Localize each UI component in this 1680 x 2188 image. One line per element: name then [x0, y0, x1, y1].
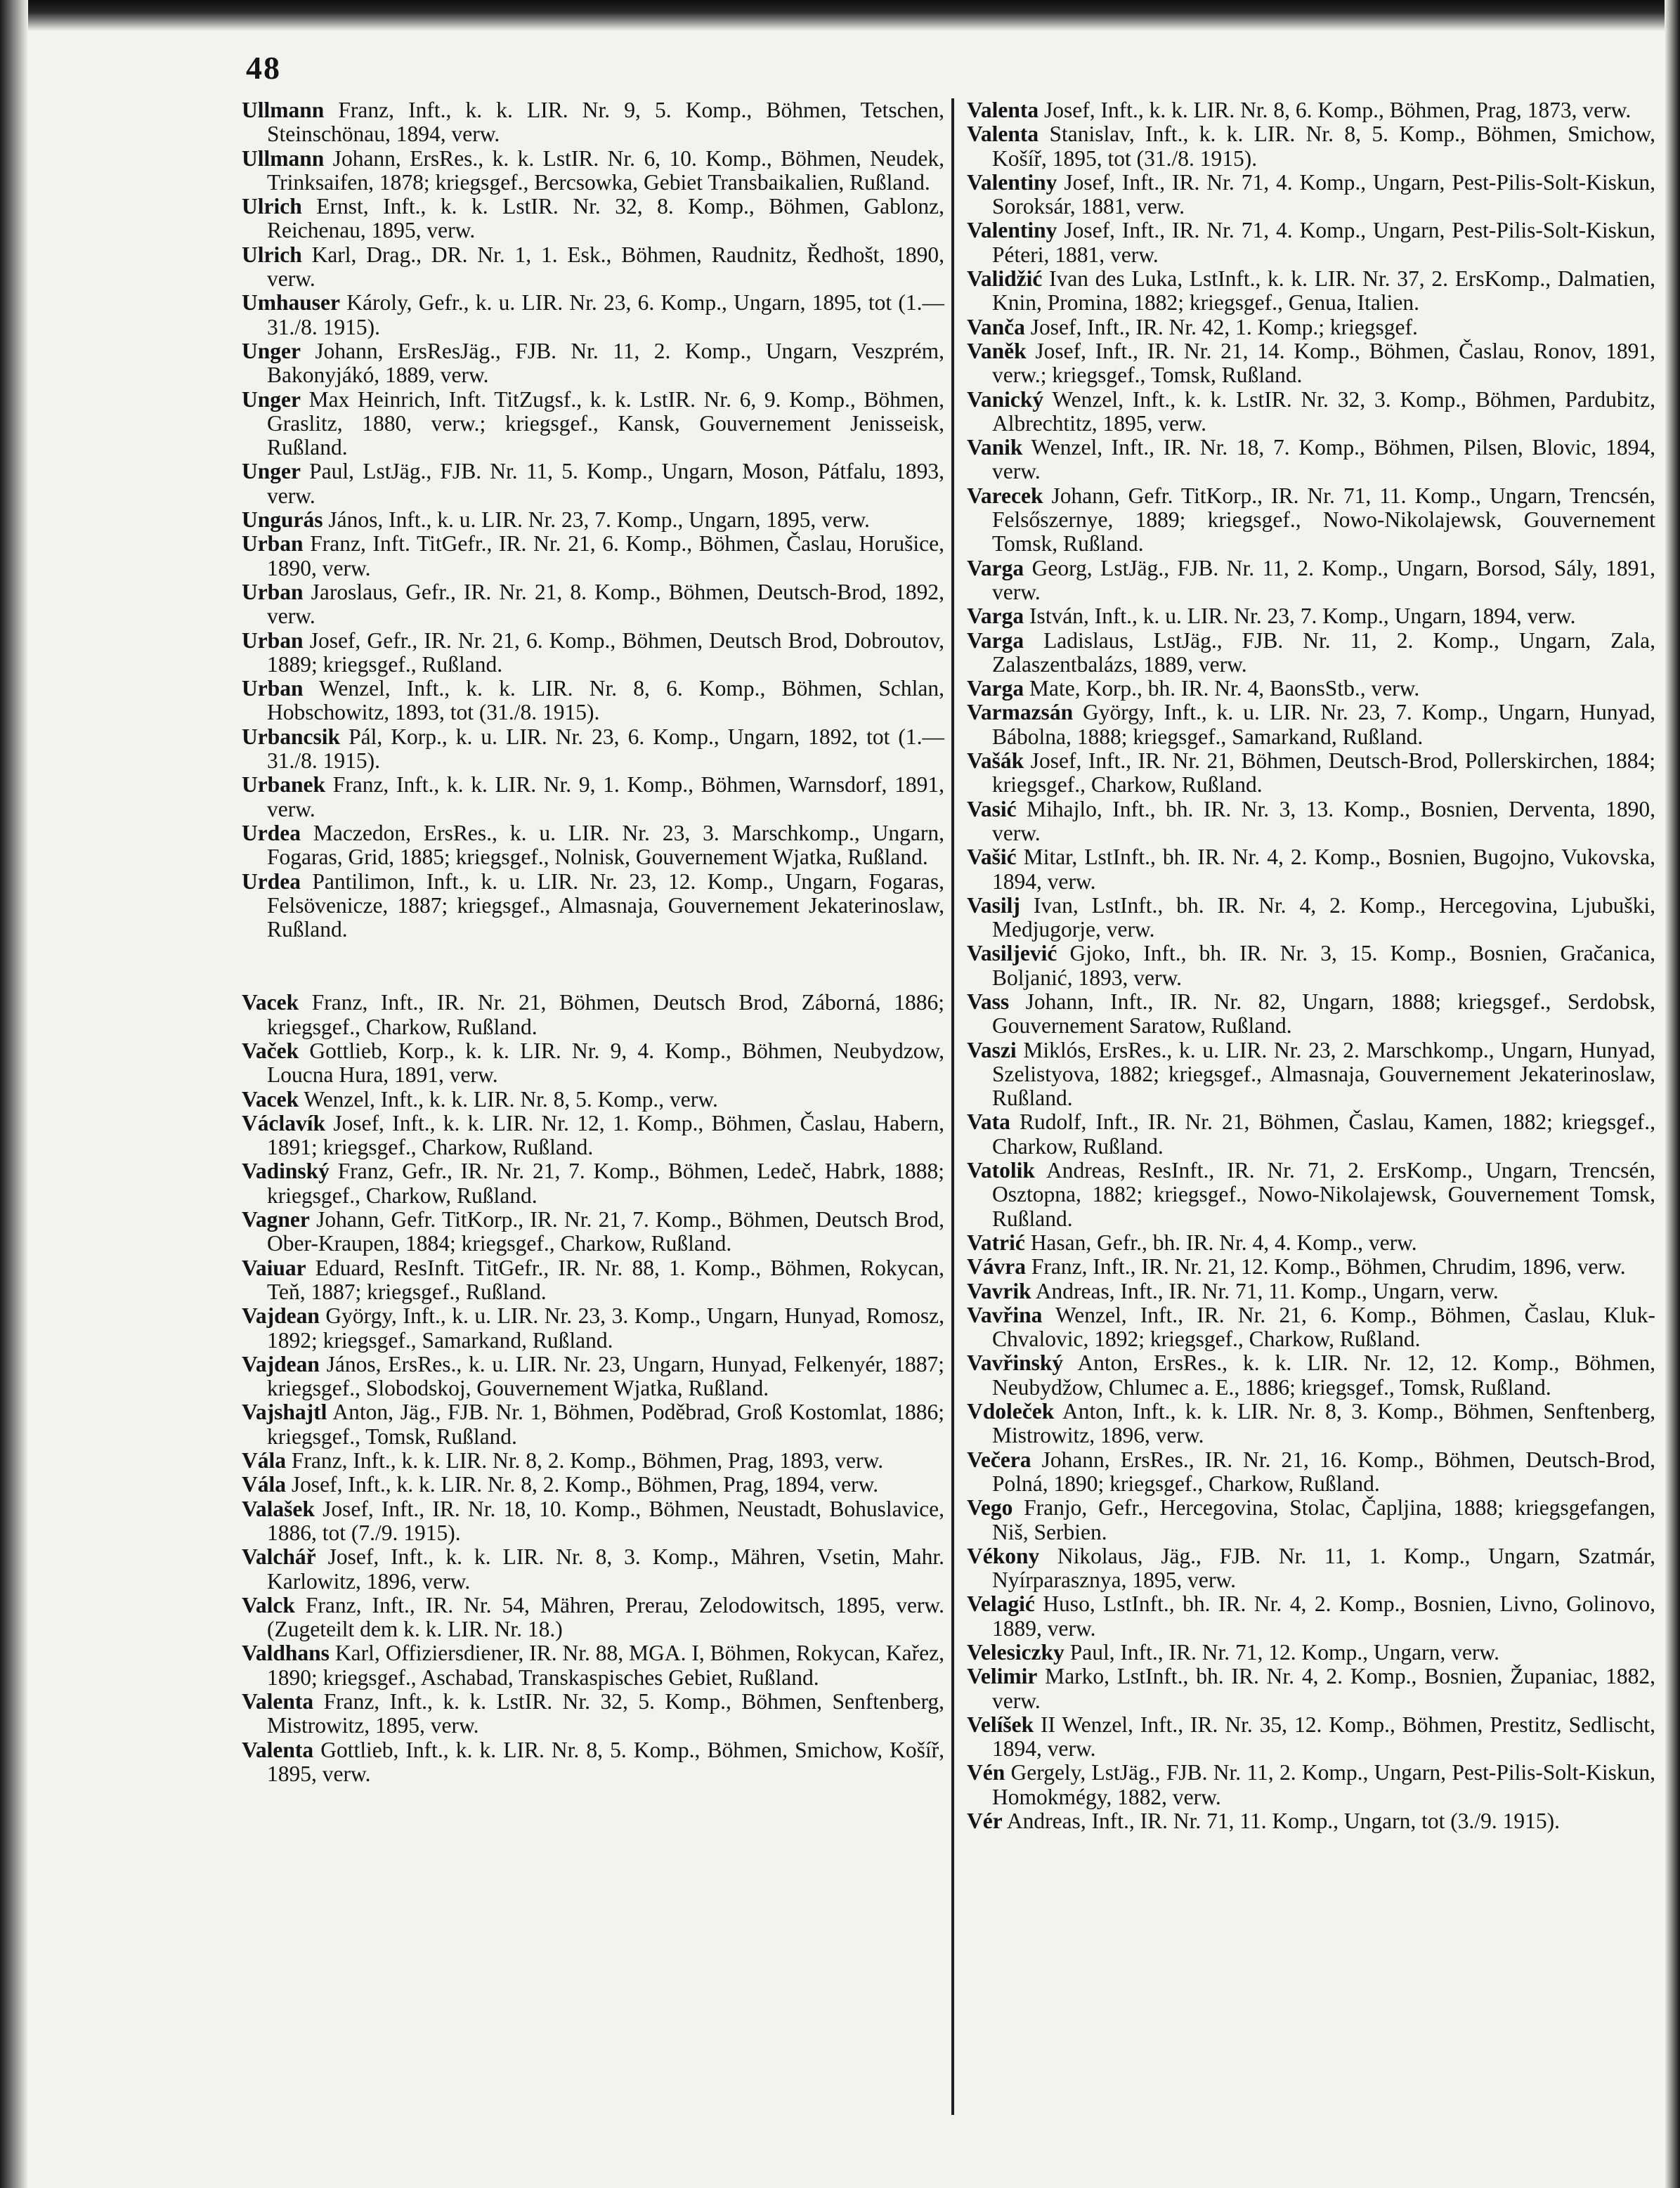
entry-details: Ernst, Inft., k. k. LstIR. Nr. 32, 8. Komp., Böhmen, Gablonz, Reichenau, 1895, verw. — [267, 194, 944, 243]
register-entry — [242, 195, 944, 243]
register-entry — [967, 845, 1655, 894]
right-column — [967, 98, 1655, 1833]
entry-details: Josef, Inft., k. k. LIR. Nr. 8, 3. Komp., Mähren, Vsetin, Mahr. Karlowitz, 1896, verw. — [267, 1544, 944, 1594]
entry-surname: Valenta — [242, 1689, 314, 1714]
entry-details: Franz, Inft., k. k. LstIR. Nr. 32, 5. Komp., Böhmen, Senftenberg, Mistrowitz, 1895, verw. — [267, 1689, 944, 1738]
entry-details: Mate, Korp., bh. IR. Nr. 4, BaonsStb., verw. — [1024, 676, 1420, 701]
entry-details: Josef, Inft., IR. Nr. 21, Böhmen, Deutsch-Brod, Pollerskirchen, 1884; kriegsgef., Charkow, Rußland. — [992, 748, 1655, 797]
register-entry — [967, 604, 1655, 628]
register-entry — [967, 1448, 1655, 1497]
entry-details: Franz, Inft., k. k. LIR. Nr. 8, 2. Komp., Böhmen, Prag, 1893, verw. — [286, 1448, 884, 1473]
entry-surname: Unger — [242, 459, 301, 484]
entry-details: Franz, Inft., IR. Nr. 21, Böhmen, Deutsch Brod, Záborná, 1886; kriegsgef., Charkow, Rußland. — [267, 990, 944, 1039]
entry-details: Marko, LstInft., bh. IR. Nr. 4, 2. Komp., Bosnien, Županiac, 1882, verw. — [992, 1664, 1655, 1713]
entry-details: Wenzel, Inft., IR. Nr. 18, 7. Komp., Böhmen, Pilsen, Blovic, 1894, verw. — [992, 435, 1655, 484]
register-entry — [242, 580, 944, 629]
entry-details: Huso, LstInft., bh. IR. Nr. 4, 2. Komp., Bosnien, Livno, Golinovo, 1889, verw. — [992, 1591, 1655, 1641]
entry-details: Károly, Gefr., k. u. LIR. Nr. 23, 6. Komp., Ungarn, 1895, tot (1.—31./8. 1915). — [267, 290, 944, 339]
entry-surname: Urdea — [242, 820, 301, 845]
entry-surname: Unger — [242, 386, 301, 412]
register-entry — [967, 990, 1655, 1038]
entry-details: János, Inft., k. u. LIR. Nr. 23, 7. Komp., Ungarn, 1895, verw. — [323, 507, 870, 533]
right-entries — [967, 98, 1655, 1833]
entry-surname: Vajshajtl — [242, 1400, 327, 1425]
entry-details: Mihajlo, Inft., bh. IR. Nr. 3, 13. Komp., Bosnien, Derventa, 1890, verw. — [992, 796, 1655, 845]
entry-surname: Valašek — [242, 1496, 315, 1521]
entry-surname: Ullmann — [242, 145, 325, 171]
register-entry — [967, 1255, 1655, 1279]
entry-surname: Valchář — [242, 1544, 316, 1570]
entry-details: Franz, Gefr., IR. Nr. 21, 7. Komp., Böhmen, Ledeč, Habrk, 1888; kriegsgef., Charkow, Rußland. — [267, 1159, 944, 1208]
register-entry — [967, 677, 1655, 701]
entry-surname: Vaiuar — [242, 1255, 306, 1280]
register-entry — [967, 1809, 1655, 1833]
entry-details: Franz, Inft., k. k. LIR. Nr. 9, 5. Komp., Böhmen, Tetschen, Steinschönau, 1894, verw. — [267, 98, 944, 147]
register-entry — [967, 1231, 1655, 1255]
register-entry — [967, 1496, 1655, 1544]
register-entry — [242, 1641, 944, 1690]
entry-surname: Vasiljević — [967, 941, 1057, 966]
entry-details: Gottlieb, Korp., k. k. LIR. Nr. 9, 4. Komp., Böhmen, Neubydzow, Loucna Hura, 1891, verw. — [267, 1038, 944, 1088]
entry-details: Wenzel, Inft., k. k. LIR. Nr. 8, 5. Komp., verw. — [299, 1086, 718, 1112]
entry-details: Johann, ErsRes., k. k. LstIR. Nr. 6, 10. Komp., Böhmen, Neudek, Trinksaifen, 1878; kriegsgef., Bercsowka, Gebiet Transbaikalien, Rußland. — [267, 145, 944, 195]
entry-details: Gottlieb, Inft., k. k. LIR. Nr. 8, 5. Komp., Böhmen, Smichow, Košíř, 1895, verw. — [267, 1737, 944, 1786]
entry-details: Ivan des Luka, LstInft., k. k. LIR. Nr. 37, 2. ErsKomp., Dalmatien, Knin, Promina, 1882; kriegsgef., Genua, Italien. — [992, 266, 1655, 315]
register-entry — [242, 1088, 944, 1112]
entry-details: Ivan, LstInft., bh. IR. Nr. 4, 2. Komp., Hercegovina, Ljubuški, Medjugorje, verw. — [992, 892, 1655, 942]
register-entry — [967, 797, 1655, 846]
entry-surname: Vála — [242, 1472, 286, 1497]
register-entry — [242, 1497, 944, 1546]
left-entries-v — [242, 991, 944, 1786]
register-entry — [967, 315, 1655, 339]
entry-surname: Vavřinský — [967, 1350, 1064, 1376]
entry-surname: Vaněk — [967, 338, 1027, 363]
entry-surname: Vaček — [242, 1038, 299, 1063]
entry-details: Anton, Inft., k. k. LIR. Nr. 8, 3. Komp., Böhmen, Senftenberg, Mistrowitz, 1896, verw. — [992, 1399, 1655, 1448]
entry-details: Franz, Inft. TitGefr., IR. Nr. 21, 6. Komp., Böhmen, Časlau, Horušice, 1890, verw. — [267, 531, 944, 580]
entry-details: Paul, LstJäg., FJB. Nr. 11, 5. Komp., Ungarn, Moson, Pátfalu, 1893, verw. — [267, 459, 944, 508]
entry-details: Franz, Inft., k. k. LIR. Nr. 9, 1. Komp., Böhmen, Warnsdorf, 1891, verw. — [267, 772, 944, 821]
entry-surname: Vacek — [242, 990, 299, 1015]
entry-surname: Valck — [242, 1592, 295, 1617]
register-entry — [242, 339, 944, 388]
register-entry — [967, 1761, 1655, 1809]
left-entries-u — [242, 98, 944, 942]
register-entry — [242, 1159, 944, 1208]
register-entry — [967, 942, 1655, 990]
register-entry — [242, 98, 944, 147]
entry-details: Andreas, Inft., IR. Nr. 71, 11. Komp., Ungarn, verw. — [1031, 1278, 1499, 1303]
entry-details: Josef, Gefr., IR. Nr. 21, 6. Komp., Böhmen, Deutsch Brod, Dobroutov, 1889; kriegsgef., Rußland. — [267, 627, 944, 677]
entry-surname: Urdea — [242, 868, 301, 894]
entry-surname: Varmazsán — [967, 700, 1074, 725]
register-entry — [967, 484, 1655, 556]
entry-surname: Ulrich — [242, 242, 302, 267]
entry-surname: Vanča — [967, 314, 1025, 339]
entry-surname: Urbancsik — [242, 724, 341, 749]
entry-details: Josef, Inft., k. k. LIR. Nr. 12, 1. Komp., Böhmen, Časlau, Habern, 1891; kriegsgef., Charkow, Rußland. — [267, 1110, 944, 1160]
entry-details: Gergely, LstJäg., FJB. Nr. 11, 2. Komp., Ungarn, Pest-Pilis-Solt-Kiskun, Homokmégy, 1882, verw. — [992, 1760, 1655, 1809]
register-entry — [967, 556, 1655, 605]
register-entry — [242, 991, 944, 1039]
entry-surname: Ungurás — [242, 507, 323, 533]
register-entry — [967, 98, 1655, 122]
entry-surname: Vašić — [967, 845, 1017, 870]
entry-surname: Varga — [967, 627, 1024, 653]
entry-surname: Valenta — [967, 122, 1039, 147]
entry-details: János, ErsRes., k. u. LIR. Nr. 23, Ungarn, Hunyad, Felkenyér, 1887; kriegsgef., Slobodskoj, Gouvernement Wjatka, Rußland. — [267, 1351, 944, 1401]
entry-surname: Vasilj — [967, 892, 1020, 918]
entry-surname: Vér — [967, 1809, 1003, 1834]
entry-details: Wenzel, Inft., IR. Nr. 21, 6. Komp., Böhmen, Časlau, Kluk-Chvalovic, 1892; kriegsgef., Charkow, Rußland. — [992, 1302, 1655, 1352]
entry-details: Anton, ErsRes., k. k. LIR. Nr. 12, 12. Komp., Böhmen, Neubydžow, Chlumec a. E., 1886; kriegsgef., Tomsk, Rußland. — [992, 1350, 1655, 1400]
entry-surname: Valenta — [242, 1737, 314, 1762]
entry-surname: Vékony — [967, 1543, 1040, 1568]
register-entry — [242, 1545, 944, 1594]
entry-details: Johann, Gefr. TitKorp., IR. Nr. 21, 7. Komp., Böhmen, Deutsch Brod, Ober-Kraupen, 1884; kriegsgef., Charkow, Rußland. — [267, 1207, 944, 1256]
entry-surname: Varecek — [967, 483, 1043, 508]
register-entry — [967, 1713, 1655, 1762]
register-entry — [967, 1665, 1655, 1713]
register-entry — [967, 388, 1655, 436]
column-divider — [951, 98, 954, 2115]
entry-details: Stanislav, Inft., k. k. LIR. Nr. 8, 5. Komp., Böhmen, Smichow, Košíř, 1895, tot (31./8. 1915). — [992, 122, 1655, 171]
scan-edge-right — [1665, 0, 1680, 2188]
register-entry — [967, 436, 1655, 484]
entry-details: Johann, ErsResJäg., FJB. Nr. 11, 2. Komp., Ungarn, Veszprém, Bakonyjákó, 1889, verw. — [267, 338, 944, 388]
entry-surname: Vála — [242, 1448, 286, 1473]
entry-details: Max Heinrich, Inft. TitZugsf., k. k. LstIR. Nr. 6, 9. Komp., Böhmen, Graslitz, 1880, verw.; kriegsgef., Kansk, Gouvernement Jenisseisk, Rußland. — [267, 386, 944, 460]
entry-surname: Vass — [967, 989, 1010, 1014]
entry-surname: Vavřina — [967, 1302, 1043, 1327]
entry-details: Josef, Inft., IR. Nr. 18, 10. Komp., Böhmen, Neustadt, Bohuslavice, 1886, tot (7./9. 1915). — [267, 1496, 944, 1545]
left-column — [242, 98, 944, 1786]
entry-surname: Vajdean — [242, 1303, 320, 1329]
register-entry — [242, 821, 944, 870]
entry-surname: Václavík — [242, 1110, 326, 1135]
entry-details: Mitar, LstInft., bh. IR. Nr. 4, 2. Komp., Bosnien, Bugojno, Vukovska, 1894, verw. — [992, 845, 1655, 894]
entry-surname: Valentiny — [967, 218, 1057, 243]
section-gap — [242, 942, 944, 991]
register-entry — [242, 870, 944, 942]
entry-surname: Velíšek — [967, 1712, 1034, 1737]
entry-surname: Urbanek — [242, 772, 326, 797]
entry-details: Wenzel, Inft., k. k. LIR. Nr. 8, 6. Komp., Böhmen, Schlan, Hobschowitz, 1893, tot (31./8. 1915). — [267, 676, 944, 725]
register-entry — [242, 1594, 944, 1642]
register-entry — [242, 532, 944, 580]
entry-surname: Vavrik — [967, 1278, 1031, 1303]
register-entry — [967, 894, 1655, 942]
entry-surname: Varga — [967, 676, 1024, 701]
register-entry — [967, 629, 1655, 677]
register-entry — [242, 1208, 944, 1256]
entry-details: Josef, Inft., k. k. LIR. Nr. 8, 6. Komp., Böhmen, Prag, 1873, verw. — [1038, 98, 1632, 122]
entry-details: Anton, Jäg., FJB. Nr. 1, Böhmen, Poděbrad, Groß Kostomlat, 1886; kriegsgef., Tomsk, Rußland. — [267, 1400, 944, 1449]
entry-details: Paul, Inft., IR. Nr. 71, 12. Komp., Ungarn, verw. — [1064, 1640, 1499, 1665]
entry-surname: Vego — [967, 1495, 1013, 1520]
entry-details: György, Inft., k. u. LIR. Nr. 23, 3. Komp., Ungarn, Hunyad, Romosz, 1892; kriegsgef., Samarkand, Rußland. — [267, 1303, 944, 1353]
entry-surname: Unger — [242, 338, 301, 363]
register-entry — [967, 1544, 1655, 1593]
entry-details: György, Inft., k. u. LIR. Nr. 23, 7. Komp., Ungarn, Hunyad, Bábolna, 1888; kriegsgef., Samarkand, Rußland. — [992, 700, 1655, 749]
register-entry — [967, 339, 1655, 388]
entry-surname: Validžić — [967, 266, 1043, 292]
register-entry — [242, 1690, 944, 1738]
entry-details: Pál, Korp., k. u. LIR. Nr. 23, 6. Komp., Ungarn, 1892, tot (1.—31./8. 1915). — [267, 724, 944, 774]
entry-surname: Urban — [242, 627, 304, 653]
register-entry — [967, 1303, 1655, 1352]
entry-details: Maczedon, ErsRes., k. u. LIR. Nr. 23, 3. Marschkomp., Ungarn, Fogaras, Grid, 1885; kriegsgef., Nolnisk, Gouvernement Wjatka, Rußland. — [267, 820, 944, 870]
entry-surname: Vaszi — [967, 1037, 1017, 1062]
register-entry — [967, 1400, 1655, 1448]
register-entry — [242, 388, 944, 460]
register-entry — [967, 171, 1655, 219]
register-entry — [242, 1353, 944, 1401]
register-entry — [242, 629, 944, 677]
register-entry — [967, 122, 1655, 171]
register-entry — [967, 701, 1655, 749]
entry-surname: Vasić — [967, 796, 1017, 821]
entry-details: Franjo, Gefr., Hercegovina, Stolac, Čapljina, 1888; kriegsgefangen, Niš, Serbien. — [992, 1495, 1655, 1544]
entry-details: Wenzel, Inft., k. k. LstIR. Nr. 32, 3. Komp., Böhmen, Pardubitz, Albrechtitz, 1895, verw. — [992, 386, 1655, 436]
entry-surname: Vanik — [967, 435, 1023, 460]
entry-surname: Večera — [967, 1447, 1031, 1472]
entry-details: Josef, Inft., IR. Nr. 71, 4. Komp., Ungarn, Pest-Pilis-Solt-Kiskun, Soroksár, 1881, verw. — [992, 169, 1655, 219]
entry-surname: Vacek — [242, 1086, 299, 1112]
register-entry — [967, 1159, 1655, 1231]
entry-details: Johann, Inft., IR. Nr. 82, Ungarn, 1888; kriegsgef., Serdobsk, Gouvernement Saratow, Rußland. — [992, 989, 1655, 1038]
entry-details: Miklós, ErsRes., k. u. LIR. Nr. 23, 2. Marschkomp., Ungarn, Hunyad, Szelistyova, 1882; kriegsgef., Almasnaja, Gouvernement Jekaterinoslaw, Rußland. — [992, 1037, 1655, 1111]
entry-details: Franz, Inft., IR. Nr. 21, 12. Komp., Böhmen, Chrudim, 1896, verw. — [1025, 1254, 1626, 1279]
entry-surname: Vanický — [967, 386, 1044, 412]
entry-details: Georg, LstJäg., FJB. Nr. 11, 2. Komp., Ungarn, Borsod, Sály, 1891, verw. — [992, 555, 1655, 604]
register-entry — [242, 1039, 944, 1088]
register-entry — [967, 267, 1655, 315]
register-entry — [242, 1473, 944, 1497]
entry-surname: Vašák — [967, 748, 1024, 774]
entry-details: Johann, ErsRes., IR. Nr. 21, 16. Komp., Böhmen, Deutsch-Brod, Polná, 1890; kriegsgef., Charkow, Rußland. — [992, 1447, 1655, 1496]
entry-surname: Vdoleček — [967, 1399, 1055, 1424]
entry-surname: Velagić — [967, 1591, 1035, 1617]
scan-edge-left — [0, 0, 28, 2188]
entry-details: Ladislaus, LstJäg., FJB. Nr. 11, 2. Komp., Ungarn, Zala, Zalaszentbalázs, 1889, verw. — [992, 627, 1655, 677]
entry-surname: Urban — [242, 676, 304, 701]
entry-surname: Valentiny — [967, 169, 1057, 195]
register-entry — [242, 677, 944, 725]
entry-surname: Vávra — [967, 1254, 1026, 1279]
entry-details: Franz, Inft., IR. Nr. 54, Mähren, Prerau, Zelodowitsch, 1895, verw. (Zugeteilt dem k. k. LIR. Nr. 18.) — [267, 1592, 944, 1642]
entry-details: Jaroslaus, Gefr., IR. Nr. 21, 8. Komp., Böhmen, Deutsch-Brod, 1892, verw. — [267, 579, 944, 629]
entry-surname: Velesiczky — [967, 1640, 1064, 1665]
register-entry — [242, 147, 944, 195]
register-entry — [967, 1279, 1655, 1303]
entry-details: Josef, Inft., IR. Nr. 71, 4. Komp., Ungarn, Pest-Pilis-Solt-Kiskun, Péteri, 1881, verw. — [992, 218, 1655, 267]
register-entry — [242, 725, 944, 774]
register-entry — [967, 749, 1655, 797]
entry-surname: Vadinský — [242, 1159, 330, 1184]
entry-details: Josef, Inft., IR. Nr. 21, 14. Komp., Böhmen, Časlau, Ronov, 1891, verw.; kriegsgef., Tomsk, Rußland. — [992, 338, 1655, 388]
register-entry — [242, 1304, 944, 1353]
entry-surname: Vagner — [242, 1207, 310, 1232]
entry-details: Nikolaus, Jäg., FJB. Nr. 11, 1. Komp., Ungarn, Szatmár, Nyírparasznya, 1895, verw. — [992, 1543, 1655, 1593]
entry-details: Gjoko, Inft., bh. IR. Nr. 3, 15. Komp., Bosnien, Gračanica, Boljanić, 1893, verw. — [992, 941, 1655, 990]
entry-details: Pantilimon, Inft., k. u. LIR. Nr. 23, 12. Komp., Ungarn, Fogaras, Felsövenicze, 1887; kriegsgef., Almasnaja, Gouvernement Jekaterinoslaw, Rußland. — [267, 868, 944, 942]
entry-details: Josef, Inft., IR. Nr. 42, 1. Komp.; kriegsgef. — [1024, 314, 1418, 339]
entry-surname: Varga — [967, 604, 1024, 629]
register-entry — [242, 1400, 944, 1449]
entry-surname: Vajdean — [242, 1351, 320, 1376]
register-entry — [967, 1038, 1655, 1111]
entry-details: Karl, Drag., DR. Nr. 1, 1. Esk., Böhmen, Raudnitz, Ředhošt, 1890, verw. — [267, 242, 944, 292]
register-entry — [967, 1592, 1655, 1641]
register-entry — [242, 243, 944, 292]
entry-details: Josef, Inft., k. k. LIR. Nr. 8, 2. Komp., Böhmen, Prag, 1894, verw. — [286, 1472, 879, 1497]
entry-surname: Valdhans — [242, 1641, 330, 1666]
register-entry — [967, 1641, 1655, 1665]
entry-surname: Urban — [242, 531, 304, 556]
entry-details: Karl, Offiziersdiener, IR. Nr. 88, MGA. I, Böhmen, Rokycan, Kařez, 1890; kriegsgef., Aschabad, Transkaspisches Gebiet, Rußland. — [267, 1641, 944, 1690]
register-entry — [242, 291, 944, 339]
entry-surname: Vatrić — [967, 1230, 1025, 1255]
entry-surname: Ulrich — [242, 194, 302, 219]
register-entry — [242, 1738, 944, 1787]
entry-surname: Urban — [242, 579, 304, 604]
register-entry — [967, 219, 1655, 267]
scan-edge-top — [0, 0, 1680, 31]
entry-details: Johann, Gefr. TitKorp., IR. Nr. 71, 11. Komp., Ungarn, Trencsén, Felsőszernye, 1889; kriegsgef., Nowo-Nikolajewsk, Gouvernement Tomsk, Rußland. — [992, 483, 1655, 556]
entry-details: II Wenzel, Inft., IR. Nr. 35, 12. Komp., Böhmen, Prestitz, Sedlischt, 1894, verw. — [992, 1712, 1655, 1762]
entry-details: István, Inft., k. u. LIR. Nr. 23, 7. Komp., Ungarn, 1894, verw. — [1024, 604, 1576, 629]
register-entry — [242, 508, 944, 532]
register-entry — [242, 1449, 944, 1473]
register-entry — [242, 773, 944, 821]
entry-details: Andreas, ResInft., IR. Nr. 71, 2. ErsKomp., Ungarn, Trencsén, Osztopna, 1882; kriegsgef., Nowo-Nikolajewsk, Gouvernement Tomsk, Rußland. — [992, 1158, 1655, 1231]
entry-surname: Varga — [967, 555, 1024, 580]
entry-surname: Ullmann — [242, 98, 325, 122]
entry-details: Eduard, ResInft. TitGefr., IR. Nr. 88, 1. Komp., Böhmen, Rokycan, Teň, 1887; kriegsgef., Rußland. — [267, 1255, 944, 1304]
register-entry — [242, 460, 944, 508]
entry-surname: Valenta — [967, 98, 1039, 122]
entry-details: Rudolf, Inft., IR. Nr. 21, Böhmen, Časlau, Kamen, 1882; kriegsgef., Charkow, Rußland. — [992, 1109, 1655, 1159]
entry-surname: Vén — [967, 1760, 1005, 1785]
entry-surname: Vatolik — [967, 1158, 1035, 1183]
register-entry — [967, 1110, 1655, 1159]
register-entry — [242, 1256, 944, 1305]
entry-details: Hasan, Gefr., bh. IR. Nr. 4, 4. Komp., verw. — [1024, 1230, 1417, 1255]
entry-surname: Vata — [967, 1109, 1010, 1135]
entry-surname: Velimir — [967, 1664, 1038, 1689]
register-entry — [967, 1351, 1655, 1400]
entry-details: Andreas, Inft., IR. Nr. 71, 11. Komp., Ungarn, tot (3./9. 1915). — [1002, 1809, 1560, 1834]
register-entry — [242, 1112, 944, 1160]
page-number: 48 — [246, 50, 281, 86]
entry-surname: Umhauser — [242, 290, 340, 315]
